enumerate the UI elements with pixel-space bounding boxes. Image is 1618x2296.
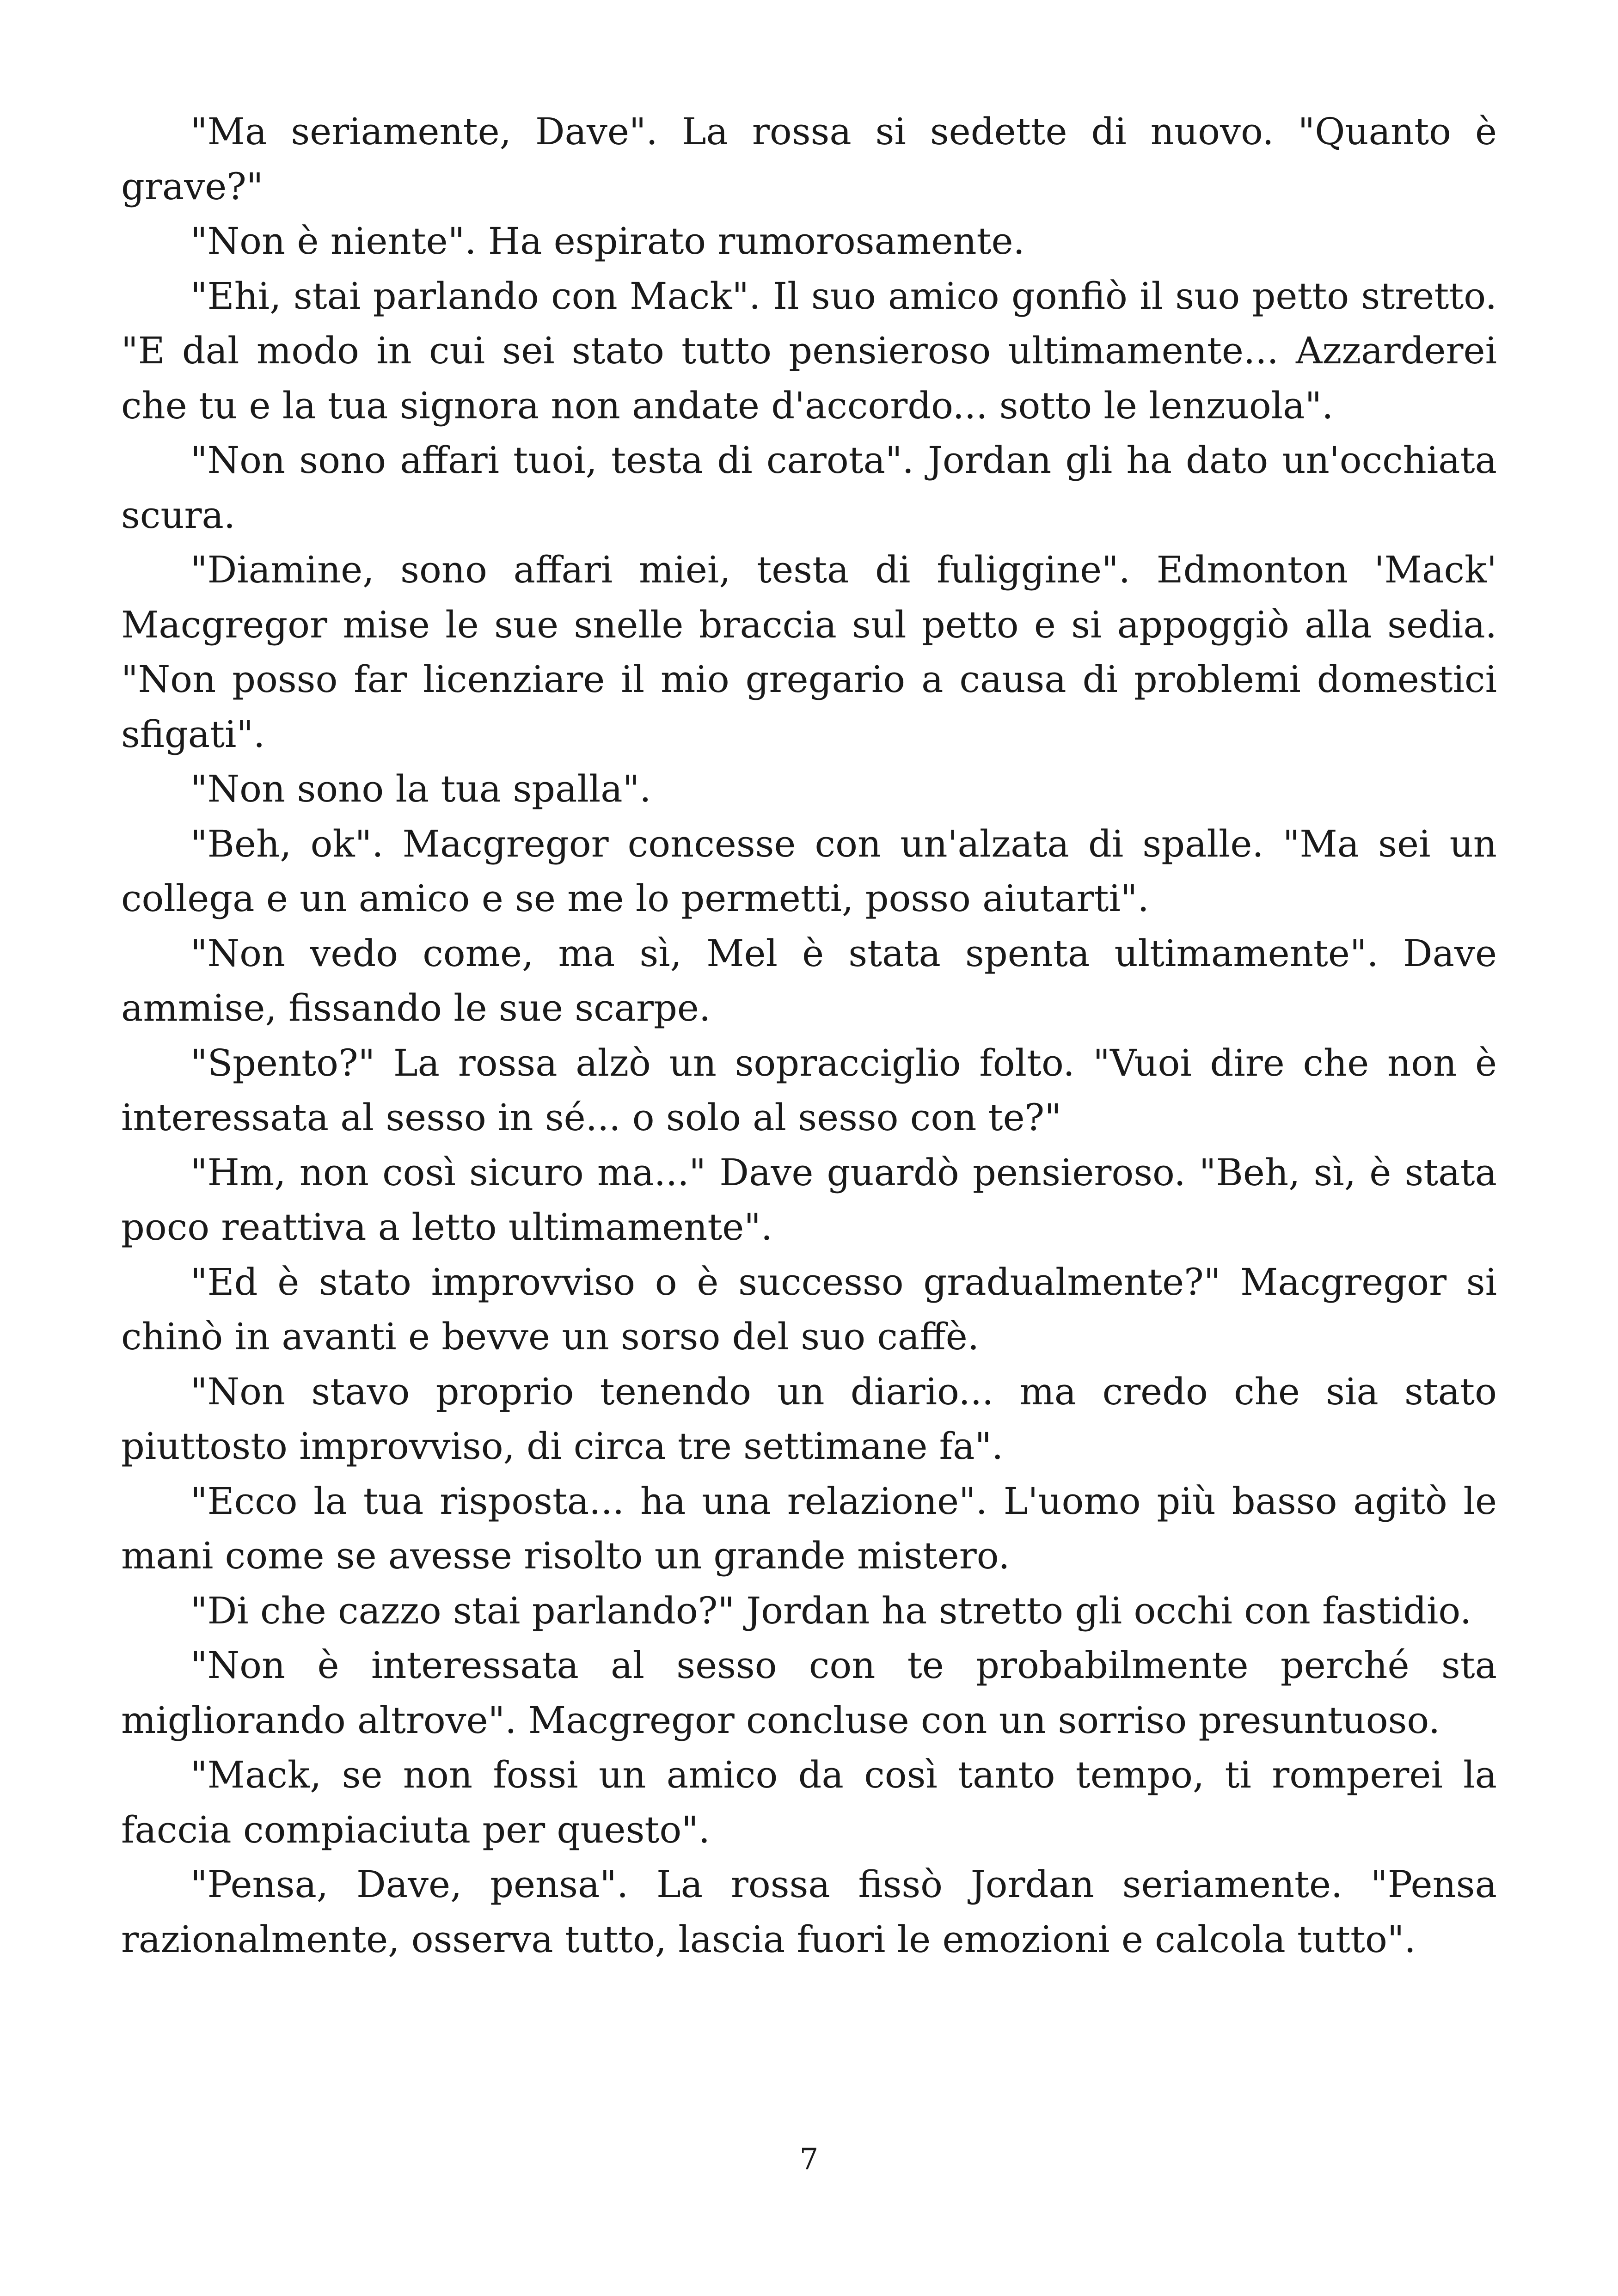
paragraph: "Diamine, sono affari miei, testa di fuliggine". Edmonton 'Mack' Macgregor mise le sue snelle braccia sul petto e si appoggiò alla sedia. "Non posso far licenziare il mio gregario a causa di problemi domestici sfigati". [121, 548, 1497, 756]
body-text [121, 104, 1497, 1967]
paragraph: "Non sono affari tuoi, testa di carota". Jordan gli ha dato un'occhiata scura. [121, 439, 1497, 537]
paragraph: "Pensa, Dave, pensa". La rossa fissò Jordan seriamente. "Pensa razionalmente, osserva tutto, lascia fuori le emozioni e calcola tutto". [121, 1863, 1497, 1961]
paragraph: "Non è niente". Ha espirato rumorosamente. [190, 220, 1025, 263]
paragraph: "Ma seriamente, Dave". La rossa si sedette di nuovo. "Quanto è grave?" [121, 110, 1497, 208]
page-number: 7 [799, 2143, 819, 2177]
paragraph: "Mack, se non fossi un amico da così tanto tempo, ti romperei la faccia compiaciuta per questo". [121, 1753, 1497, 1851]
paragraph: "Non stavo proprio tenendo un diario... ma credo che sia stato piuttosto improvviso, di circa tre settimane fa". [121, 1370, 1497, 1468]
paragraph: "Hm, non così sicuro ma..." Dave guardò pensieroso. "Beh, sì, è stata poco reattiva a letto ultimamente". [121, 1151, 1497, 1249]
paragraph: "Di che cazzo stai parlando?" Jordan ha stretto gli occhi con fastidio. [190, 1589, 1472, 1632]
paragraph: "Ehi, stai parlando con Mack". Il suo amico gonfiò il suo petto stretto. "E dal modo in cui sei stato tutto pensieroso ultimamente... Azzarderei che tu e la tua signora non andate d'accordo... sotto le lenzuola". [121, 274, 1497, 427]
paragraph: "Non vedo come, ma sì, Mel è stata spenta ultimamente". Dave ammise, fissando le sue scarpe. [121, 931, 1497, 1029]
paragraph: "Ed è stato improvviso o è successo gradualmente?" Macgregor si chinò in avanti e bevve un sorso del suo caffè. [121, 1260, 1497, 1358]
paragraph: "Ecco la tua risposta... ha una relazione". L'uomo più basso agitò le mani come se avesse risolto un grande mistero. [121, 1479, 1497, 1577]
paragraph: "Beh, ok". Macgregor concesse con un'alzata di spalle. "Ma sei un collega e un amico e se me lo permetti, posso aiutarti". [121, 822, 1497, 920]
paragraph: "Non è interessata al sesso con te probabilmente perché sta migliorando altrove". Macgregor concluse con un sorriso presuntuoso. [121, 1644, 1497, 1742]
paragraph: "Non sono la tua spalla". [190, 767, 651, 810]
paragraph: "Spento?" La rossa alzò un sopracciglio folto. "Vuoi dire che non è interessata al sesso in sé... o solo al sesso con te?" [121, 1041, 1497, 1139]
